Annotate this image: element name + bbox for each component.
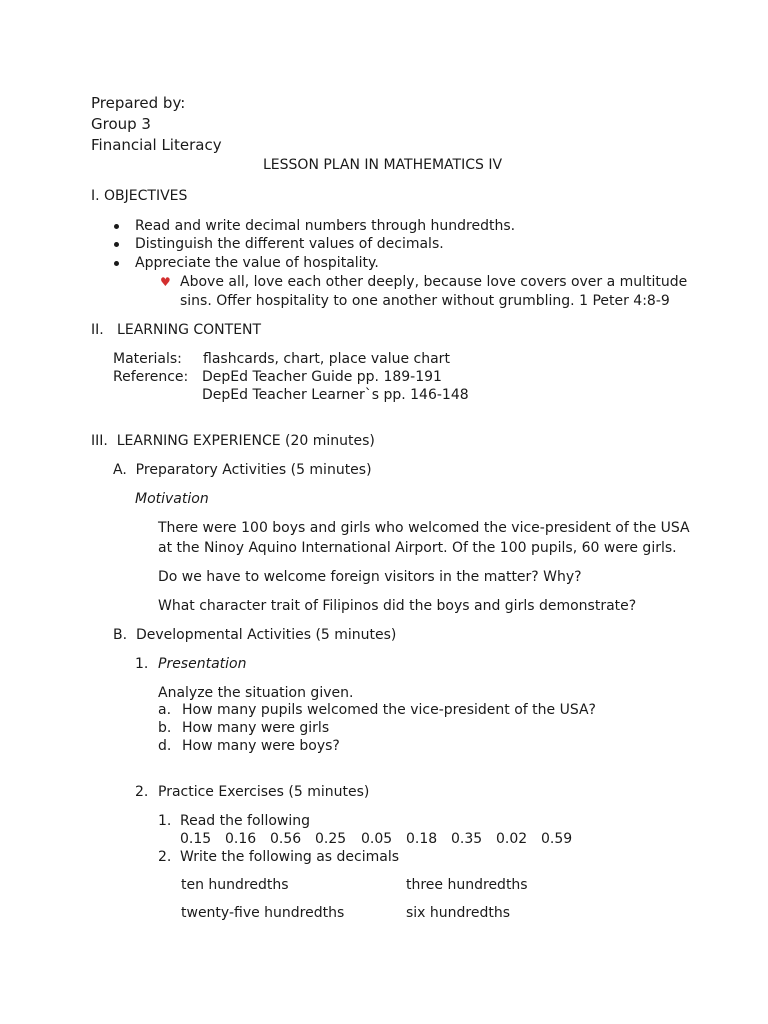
prepared-by-label: Prepared by: xyxy=(91,94,186,112)
materials-value: flashcards, chart, place value chart xyxy=(203,351,450,367)
word-decimal: twenty-five hundredths xyxy=(181,905,345,921)
decimal-value: 0.18 xyxy=(406,831,438,847)
question: Do we have to welcome foreign visitors in the matter? Why? xyxy=(158,569,582,585)
analyze-item-label: b. xyxy=(158,720,172,736)
analyze-item-label: a. xyxy=(158,702,172,718)
bible-verse-line: Above all, love each other deeply, because love covers over a multitude xyxy=(180,274,688,290)
reference-label: Reference: xyxy=(113,369,189,385)
read-number: 1. xyxy=(158,813,172,829)
decimal-value: 0.56 xyxy=(270,831,302,847)
decimal-value: 0.25 xyxy=(315,831,347,847)
preparatory-heading: A. Preparatory Activities (5 minutes) xyxy=(113,462,372,478)
word-decimal: ten hundredths xyxy=(181,877,289,893)
decimal-value: 0.35 xyxy=(451,831,483,847)
write-number: 2. xyxy=(158,849,172,865)
word-decimal: three hundredths xyxy=(406,877,528,893)
motivation-text-line: at the Ninoy Aquino International Airport. Of the 100 pupils, 60 were girls. xyxy=(158,540,677,556)
analyze-item-text: How many were boys? xyxy=(182,738,340,754)
decimal-value: 0.05 xyxy=(361,831,393,847)
presentation-number: 1. xyxy=(135,656,149,672)
write-instruction: Write the following as decimals xyxy=(180,849,400,865)
question: What character trait of Filipinos did the boys and girls demonstrate? xyxy=(158,598,637,614)
read-instruction: Read the following xyxy=(180,813,310,829)
decimal-value: 0.02 xyxy=(496,831,528,847)
bible-verse-line: sins. Offer hospitality to one another without grumbling. 1 Peter 4:8-9 xyxy=(180,293,670,309)
motivation-label: Motivation xyxy=(135,491,209,507)
practice-number: 2. xyxy=(135,784,149,800)
analyze-item-text: How many were girls xyxy=(182,720,330,736)
analyze-text: Analyze the situation given. xyxy=(158,685,354,701)
objective-item: Appreciate the value of hospitality. xyxy=(135,255,379,271)
materials-label: Materials: xyxy=(113,351,182,367)
motivation-text-line: There were 100 boys and girls who welcomed the vice-president of the USA xyxy=(158,520,690,536)
decimal-value: 0.16 xyxy=(225,831,257,847)
objectives-heading: I. OBJECTIVES xyxy=(91,188,188,204)
topic-label: Financial Literacy xyxy=(91,136,222,154)
decimal-value: 0.59 xyxy=(541,831,573,847)
objective-item: Distinguish the different values of decimals. xyxy=(135,236,444,252)
practice-heading: Practice Exercises (5 minutes) xyxy=(158,784,370,800)
objective-item: Read and write decimal numbers through hundredths. xyxy=(135,218,516,234)
analyze-item-text: How many pupils welcomed the vice-president of the USA? xyxy=(182,702,596,718)
developmental-heading: B. Developmental Activities (5 minutes) xyxy=(113,627,397,643)
reference-value: DepEd Teacher Learner`s pp. 146-148 xyxy=(202,387,469,403)
decimal-value: 0.15 xyxy=(180,831,212,847)
presentation-label: Presentation xyxy=(158,656,247,672)
learning-experience-heading: III. LEARNING EXPERIENCE (20 minutes) xyxy=(91,433,375,449)
word-decimal: six hundredths xyxy=(406,905,511,921)
learning-content-heading: II. LEARNING CONTENT xyxy=(91,322,262,338)
reference-value: DepEd Teacher Guide pp. 189-191 xyxy=(202,369,442,385)
heart-icon: ♥ xyxy=(160,275,171,289)
group-label: Group 3 xyxy=(91,115,151,133)
analyze-item-label: d. xyxy=(158,738,172,754)
lesson-plan-title: LESSON PLAN IN MATHEMATICS IV xyxy=(263,157,503,173)
